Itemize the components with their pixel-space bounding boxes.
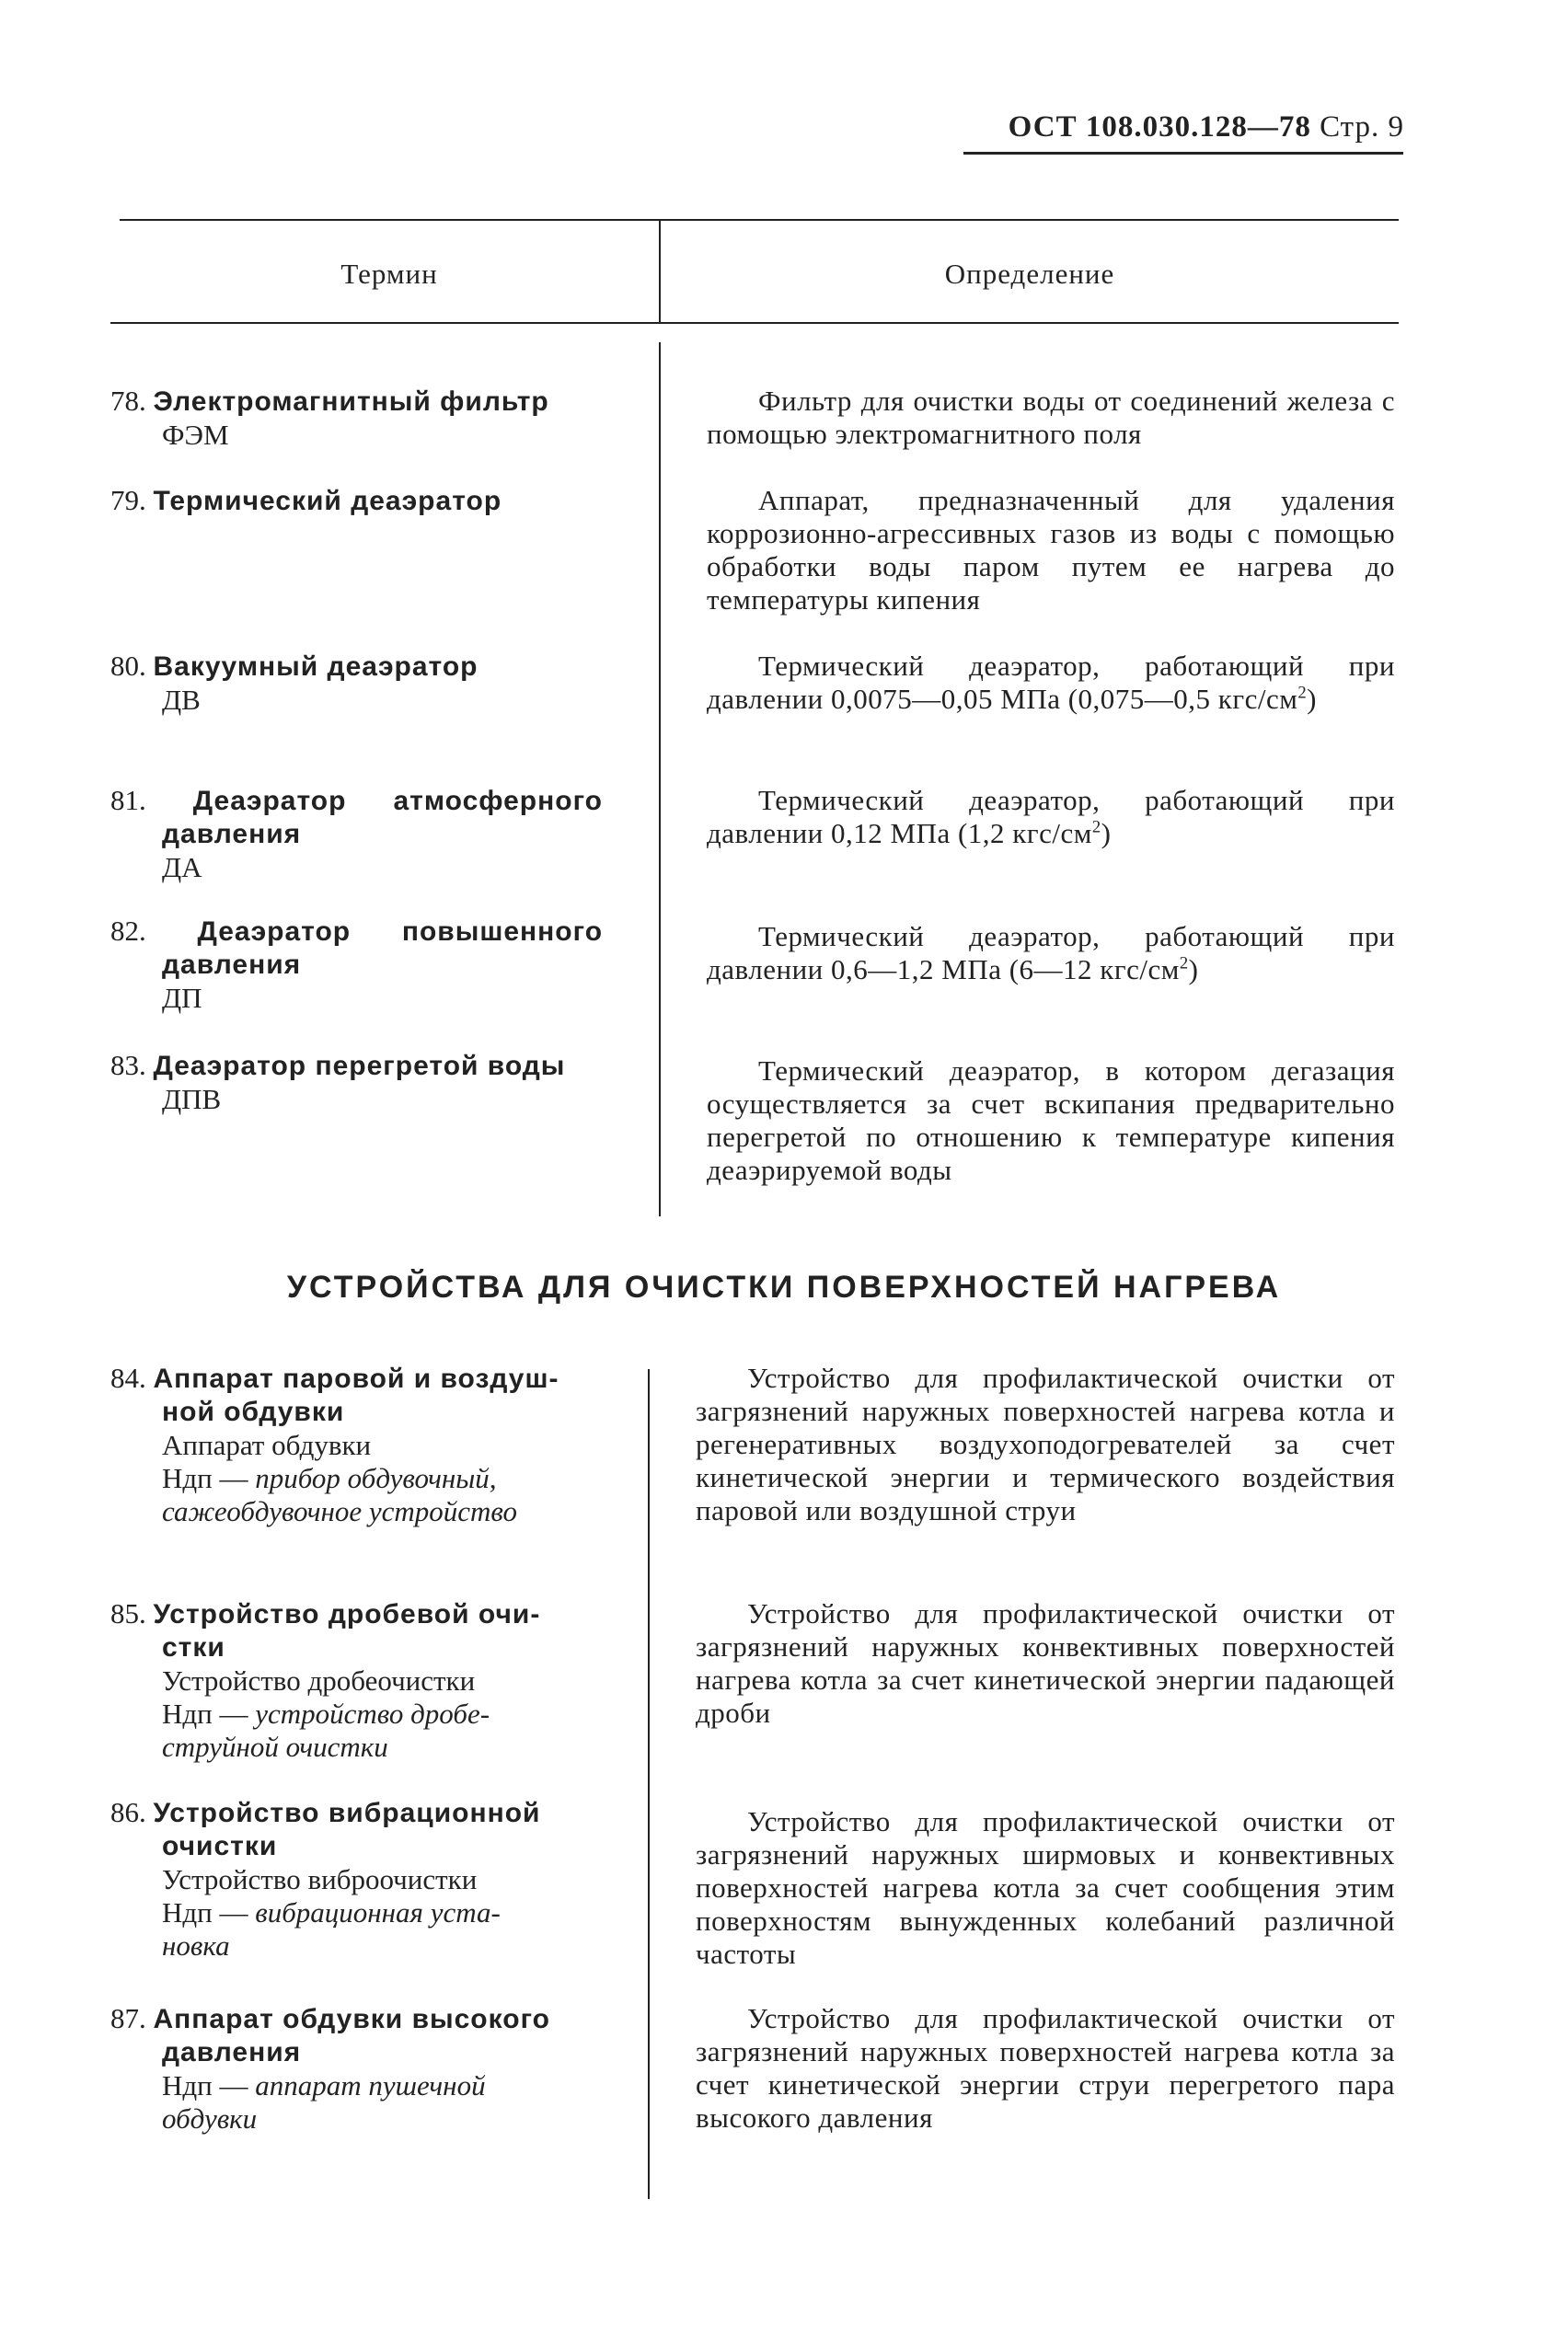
term-name-continuation: давления xyxy=(162,819,302,849)
term-name-continuation: очистки xyxy=(162,1831,278,1861)
term-87 xyxy=(110,2002,603,2136)
term-name-part: Деаэратор xyxy=(192,786,347,816)
table-header-bottom-rule xyxy=(110,322,1399,324)
term-82 xyxy=(110,915,603,1015)
term-number: 84. xyxy=(110,1362,146,1394)
definition-text: Термический деаэратор, работающий при давлении 0,12 МПа (1,2 кгс/см xyxy=(707,784,1395,849)
standard-number: ОСТ 108.030.128—78 xyxy=(1008,110,1311,144)
term-synonym: Устройство дробеочистки xyxy=(162,1664,476,1697)
term-name: Аппарат обдувки высокого xyxy=(153,2004,551,2034)
definition-text: Термический деаэратор, работающий при давлении 0,0075—0,05 МПа (0,075—0,5 кгс/см xyxy=(707,650,1395,715)
ndp-term: устройство дробе- xyxy=(255,1698,490,1730)
term-name: Электромагнитный фильтр xyxy=(153,386,549,417)
term-name-part: атмосферного xyxy=(393,786,604,816)
superscript: 2 xyxy=(1179,953,1189,973)
term-number: 86. xyxy=(110,1796,146,1828)
ndp-label: Ндп — xyxy=(162,1462,256,1494)
ndp-term-continuation: новка xyxy=(162,1929,230,1962)
definition-78: Фильтр для очистки воды от соединений железа с помощью электромагнитного поля xyxy=(707,385,1395,450)
term-name: Вакуумный деаэратор xyxy=(153,651,478,682)
term-name-continuation: давления xyxy=(162,2037,302,2067)
definition-text-end: ) xyxy=(1101,817,1112,849)
term-name: Термический деаэратор xyxy=(153,486,502,516)
term-number: 83. xyxy=(110,1049,146,1081)
definition-text-end: ) xyxy=(1188,953,1199,985)
term-abbreviation: ДП xyxy=(162,982,202,1014)
term-85 xyxy=(110,1597,603,1764)
definition-87: Устройство для профилактической очистки от загрязнений наружных поверхностей нагрева котла за счет кинетической энергии струи перегретого пара высокого давления xyxy=(696,2002,1395,2134)
term-abbreviation: ДА xyxy=(162,851,202,883)
column-divider-upper xyxy=(659,342,661,1216)
term-80 xyxy=(110,650,603,717)
term-name-continuation: стки xyxy=(162,1632,225,1663)
term-number: 85. xyxy=(110,1597,146,1629)
term-name: Аппарат паровой и воздуш- xyxy=(153,1364,559,1394)
page-number: Стр. 9 xyxy=(1320,110,1404,144)
term-name: Деаэратор перегретой воды xyxy=(153,1051,566,1081)
ndp-term-continuation: обдувки xyxy=(162,2102,258,2135)
ndp-term: вибрационная уста- xyxy=(255,1896,501,1929)
ndp-label: Ндп — xyxy=(162,1698,256,1730)
definition-82 xyxy=(707,920,1395,986)
definition-text-end: ) xyxy=(1307,683,1317,715)
term-name-continuation: ной обдувки xyxy=(162,1397,345,1427)
definition-81 xyxy=(707,784,1395,850)
term-78 xyxy=(110,385,603,452)
term-number: 87. xyxy=(110,2002,146,2034)
superscript: 2 xyxy=(1091,817,1101,837)
term-83 xyxy=(110,1049,603,1116)
ndp-label: Ндп — xyxy=(162,2069,256,2101)
term-79 xyxy=(110,484,603,518)
term-number: 81. xyxy=(110,784,146,816)
ndp-term-continuation: сажеобдувочное устройство xyxy=(162,1495,517,1527)
definition-80 xyxy=(707,650,1395,716)
term-name: Устройство вибрационной xyxy=(153,1798,541,1828)
term-86 xyxy=(110,1796,603,1963)
term-number: 78. xyxy=(110,385,146,417)
term-synonym: Аппарат обдувки xyxy=(162,1429,372,1461)
term-81 xyxy=(110,784,603,884)
definition-79: Аппарат, предназначенный для удаления коррозионно-агрессивных газов из воды с помощью обработки воды паром путем ее нагрева до температуры кипения xyxy=(707,484,1395,616)
ndp-term-continuation: струйной очистки xyxy=(162,1731,388,1763)
definition-84: Устройство для профилактической очистки от загрязнений наружных поверхностей нагрева котла и регенеративных воздухоподогревателей за счет кинетической энергии и термического воздействия паровой или воздушной струи xyxy=(696,1362,1395,1526)
definition-text: Термический деаэратор, работающий при давлении 0,6—1,2 МПа (6—12 кгс/см xyxy=(707,920,1395,985)
term-synonym: Устройство виброочистки xyxy=(162,1863,478,1895)
section-title: УСТРОЙСТВА ДЛЯ ОЧИСТКИ ПОВЕРХНОСТЕЙ НАГРЕВА xyxy=(286,1270,1282,1305)
term-number: 82. xyxy=(110,915,146,947)
column-header-term: Термин xyxy=(340,258,438,290)
ndp-term: прибор обдувочный, xyxy=(255,1462,497,1494)
ndp-label: Ндп — xyxy=(162,1896,256,1929)
column-header-definition: Определение xyxy=(944,258,1115,290)
term-name-part: повышенного xyxy=(401,916,604,947)
term-84 xyxy=(110,1362,603,1528)
definition-86: Устройство для профилактической очистки от загрязнений наружных ширмовых и конвективных поверхностей нагрева котла за счет сообщения этим поверхностям вынужденных колебаний различной частоты xyxy=(696,1805,1395,1970)
table-top-rule xyxy=(120,219,1399,221)
term-name-continuation: давления xyxy=(162,950,302,980)
term-name: Устройство дробевой очи- xyxy=(153,1599,541,1629)
page-header xyxy=(1009,110,1404,144)
definition-85: Устройство для профилактической очистки от загрязнений наружных конвективных поверхностей нагрева котла за счет кинетической энергии падающей дроби xyxy=(696,1597,1395,1729)
term-name-part: Деаэратор xyxy=(197,916,352,947)
column-divider-lower xyxy=(648,1369,650,2199)
term-number: 80. xyxy=(110,650,146,682)
definition-83: Термический деаэратор, в котором дегазация осуществляется за счет вскипания предварительно перегретой по отношению к температуре кипения деаэрируемой воды xyxy=(707,1054,1395,1186)
superscript: 2 xyxy=(1297,683,1308,703)
term-abbreviation: ДПВ xyxy=(162,1083,222,1115)
ndp-term: аппарат пушечной xyxy=(255,2069,486,2101)
term-abbreviation: ДВ xyxy=(162,684,201,716)
term-abbreviation: ФЭМ xyxy=(162,419,229,451)
header-underline xyxy=(963,152,1403,155)
term-number: 79. xyxy=(110,484,146,516)
